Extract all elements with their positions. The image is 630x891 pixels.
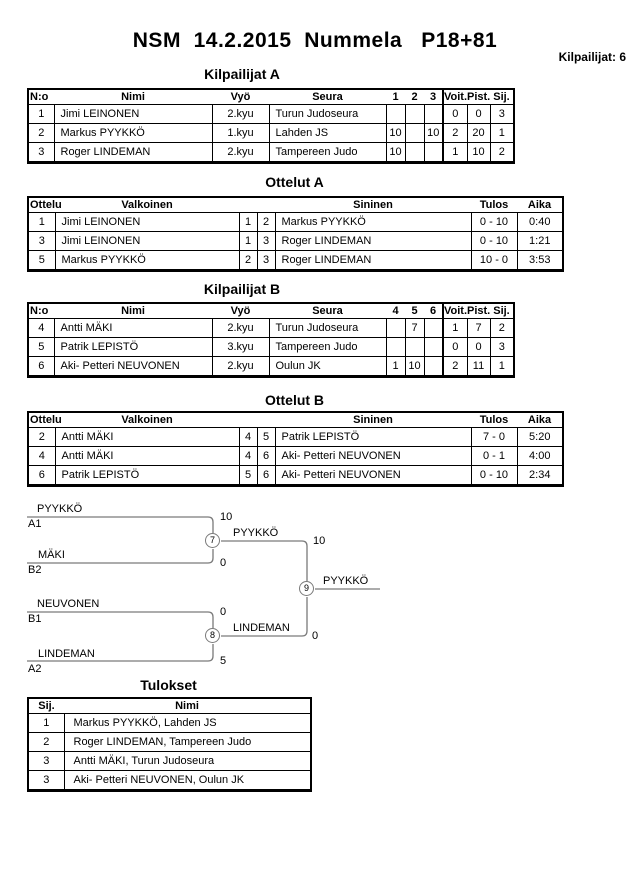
table-row (28, 752, 311, 771)
cell-match-6 (424, 357, 443, 377)
cell-match-2 (405, 143, 424, 163)
cell-ottelu: 2 (28, 428, 55, 447)
cell-seura: Tampereen Judo (269, 143, 386, 163)
cell-ottelu: 3 (28, 232, 55, 251)
bracket-score-semi1-top: 10 (220, 511, 233, 523)
table-row (28, 733, 311, 752)
col-header-sininen: Sininen (353, 199, 393, 211)
section-heading-kilpailijat-a: Kilpailijat A (204, 66, 280, 82)
col-header-match-2: 2 (411, 91, 418, 103)
cell-voit: 0 (443, 105, 467, 124)
bracket-final-score-top: 10 (313, 535, 326, 547)
cell-pist: 0 (467, 105, 490, 124)
cell-blue-no: 2 (257, 213, 275, 232)
bracket-seed-b1: B1 (28, 613, 42, 625)
bracket-player-b2-name: MÄKI (38, 549, 65, 561)
cell-pist: 7 (467, 319, 490, 338)
cell-tulos: 0 - 10 (471, 466, 517, 486)
cell-nimi: Antti MÄKI, Turun Judoseura (64, 752, 311, 771)
bracket-player-a2-name: LINDEMAN (38, 648, 95, 660)
bracket-semi1-winner-name: PYYKKÖ (233, 527, 279, 539)
table-row (28, 105, 514, 124)
col-header-vyo: Vyö (230, 91, 251, 103)
col-header-valkoinen: Valkoinen (121, 414, 173, 426)
cell-white-no: 4 (239, 447, 257, 466)
cell-sij: 1 (490, 124, 514, 143)
cell-ottelu: 1 (28, 213, 55, 232)
col-header-no: N:o (30, 91, 49, 103)
cell-match-5 (405, 338, 424, 357)
cell-vyo: 2.kyu (212, 319, 269, 338)
cell-nimi: Aki- Petteri NEUVONEN (54, 357, 212, 377)
cell-sininen: Aki- Petteri NEUVONEN (275, 447, 471, 466)
cell-nimi: Roger LINDEMAN, Tampereen Judo (64, 733, 311, 752)
match-number-circle-final: 9 (299, 581, 314, 596)
cell-pist: 11 (467, 357, 490, 377)
cell-voit: 2 (443, 124, 467, 143)
bracket-seed-b2: B2 (28, 564, 42, 576)
cell-aika: 5:20 (517, 428, 563, 447)
col-header-blue-no (257, 412, 275, 428)
col-header-match-4: 4 (392, 305, 399, 317)
cell-vyo: 1.kyu (212, 124, 269, 143)
col-header-nimi: Nimi (121, 305, 145, 317)
cell-sininen: Roger LINDEMAN (275, 232, 471, 251)
col-header-seura: Seura (312, 91, 343, 103)
cell-match-2 (405, 105, 424, 124)
table-row (28, 251, 563, 271)
table-row (28, 319, 514, 338)
table-row (28, 428, 563, 447)
cell-white-no: 4 (239, 428, 257, 447)
cell-seura: Oulun JK (269, 357, 386, 377)
section-heading-ottelut-a: Ottelut A (265, 174, 324, 190)
cell-valkoinen: Jimi LEINONEN (55, 213, 239, 232)
col-header-aika: Aika (527, 199, 552, 211)
cell-sininen: Roger LINDEMAN (275, 251, 471, 271)
cell-match-5: 7 (405, 319, 424, 338)
cell-white-no: 5 (239, 466, 257, 486)
ottelut-a-table (27, 196, 564, 272)
cell-aika: 3:53 (517, 251, 563, 271)
cell-tulos: 7 - 0 (471, 428, 517, 447)
bracket-seed-a1: A1 (28, 518, 42, 530)
cell-seura: Turun Judoseura (269, 319, 386, 338)
cell-ottelu: 6 (28, 466, 55, 486)
cell-valkoinen: Antti MÄKI (55, 447, 239, 466)
header-row (28, 303, 514, 319)
cell-blue-no: 5 (257, 428, 275, 447)
cell-nimi: Markus PYYKKÖ, Lahden JS (64, 714, 311, 733)
competitors-count-label: Kilpailijat: 6 (558, 50, 626, 64)
kilpailijat-b-table (27, 302, 515, 378)
cell-match-1: 10 (386, 143, 405, 163)
cell-nimi: Jimi LEINONEN (54, 105, 212, 124)
cell-no: 6 (28, 357, 54, 377)
cell-ottelu: 5 (28, 251, 55, 271)
col-header-blue-no (257, 197, 275, 213)
cell-tulos: 0 - 10 (471, 232, 517, 251)
cell-match-5: 10 (405, 357, 424, 377)
cell-pist: 20 (467, 124, 490, 143)
ottelut-b-table (27, 411, 564, 487)
cell-sij: 3 (490, 338, 514, 357)
cell-sij: 1 (490, 357, 514, 377)
col-header-valkoinen: Valkoinen (121, 199, 173, 211)
cell-no: 4 (28, 319, 54, 338)
col-header-no: N:o (30, 305, 49, 317)
cell-no: 5 (28, 338, 54, 357)
cell-sij: 1 (28, 714, 64, 733)
col-header-seura: Seura (312, 305, 343, 317)
cell-white-no: 2 (239, 251, 257, 271)
table-row (28, 338, 514, 357)
cell-tulos: 10 - 0 (471, 251, 517, 271)
cell-sij: 3 (490, 105, 514, 124)
cell-no: 3 (28, 143, 54, 163)
cell-vyo: 2.kyu (212, 357, 269, 377)
match-number-circle-semifinal-2: 8 (205, 628, 220, 643)
col-header-match-6: 6 (429, 305, 437, 317)
cell-match-1: 10 (386, 124, 405, 143)
bracket-player-b1-name: NEUVONEN (37, 598, 100, 610)
cell-white-no: 1 (239, 232, 257, 251)
cell-nimi: Roger LINDEMAN (54, 143, 212, 163)
col-header-ottelu: Ottelu (30, 199, 62, 211)
table-row (28, 213, 563, 232)
bracket-final-winner-name: PYYKKÖ (323, 575, 369, 587)
bracket-score-semi2-top: 0 (220, 606, 227, 618)
bracket-player-a1-name: PYYKKÖ (37, 503, 83, 515)
col-header-voit: Voit. (444, 91, 468, 103)
cell-match-4: 1 (386, 357, 405, 377)
bracket-score-semi2-bottom: 5 (220, 655, 227, 667)
table-row (28, 124, 514, 143)
header-row (28, 197, 563, 213)
col-header-ottelu: Ottelu (30, 414, 62, 426)
col-header-nimi: Nimi (175, 700, 199, 712)
table-row (28, 232, 563, 251)
cell-sininen: Aki- Petteri NEUVONEN (275, 466, 471, 486)
cell-tulos: 0 - 10 (471, 213, 517, 232)
cell-sij: 2 (490, 319, 514, 338)
cell-no: 1 (28, 105, 54, 124)
cell-sininen: Markus PYYKKÖ (275, 213, 471, 232)
cell-voit: 2 (443, 357, 467, 377)
tulokset-table (27, 697, 312, 792)
header-row (28, 412, 563, 428)
col-header-white-no (239, 197, 257, 213)
cell-aika: 4:00 (517, 447, 563, 466)
cell-blue-no: 6 (257, 447, 275, 466)
col-header-pist: Pist. (467, 305, 491, 317)
cell-seura: Turun Judoseura (269, 105, 386, 124)
cell-vyo: 3.kyu (212, 338, 269, 357)
cell-blue-no: 6 (257, 466, 275, 486)
cell-match-4 (386, 319, 405, 338)
cell-match-4 (386, 338, 405, 357)
table-row (28, 714, 311, 733)
cell-seura: Tampereen Judo (269, 338, 386, 357)
cell-match-3 (424, 143, 443, 163)
page-title: NSM 14.2.2015 Nummela P18+81 (132, 29, 498, 52)
col-header-match-3: 3 (429, 91, 437, 103)
col-header-voit: Voit. (444, 305, 468, 317)
col-header-tulos: Tulos (479, 199, 509, 211)
cell-nimi: Patrik LEPISTÖ (54, 338, 212, 357)
bracket-score-semi1-bottom: 0 (220, 557, 227, 569)
col-header-match-1: 1 (392, 91, 399, 103)
cell-vyo: 2.kyu (212, 143, 269, 163)
cell-sij: 3 (28, 771, 64, 791)
col-header-white-no (239, 412, 257, 428)
cell-tulos: 0 - 1 (471, 447, 517, 466)
cell-nimi: Markus PYYKKÖ (54, 124, 212, 143)
cell-valkoinen: Jimi LEINONEN (55, 232, 239, 251)
col-header-nimi: Nimi (121, 91, 145, 103)
table-row (28, 357, 514, 377)
col-header-sininen: Sininen (353, 414, 393, 426)
cell-match-3: 10 (424, 124, 443, 143)
section-heading-kilpailijat-b: Kilpailijat B (203, 281, 281, 297)
header-row (28, 89, 514, 105)
section-heading-tulokset: Tulokset (140, 677, 197, 693)
cell-aika: 2:34 (517, 466, 563, 486)
cell-sij: 2 (490, 143, 514, 163)
cell-voit: 0 (443, 338, 467, 357)
cell-ottelu: 4 (28, 447, 55, 466)
section-heading-ottelut-b: Ottelut B (264, 392, 325, 408)
col-header-aika: Aika (527, 414, 552, 426)
bracket-semi2-winner-name: LINDEMAN (233, 622, 290, 634)
cell-valkoinen: Patrik LEPISTÖ (55, 466, 239, 486)
cell-match-3 (424, 105, 443, 124)
cell-no: 2 (28, 124, 54, 143)
cell-valkoinen: Antti MÄKI (55, 428, 239, 447)
col-header-sij: Sij. (493, 91, 510, 103)
table-row (28, 447, 563, 466)
cell-aika: 0:40 (517, 213, 563, 232)
cell-voit: 1 (443, 143, 467, 163)
cell-valkoinen: Markus PYYKKÖ (55, 251, 239, 271)
col-header-sij: Sij. (38, 700, 55, 712)
col-header-tulos: Tulos (479, 414, 509, 426)
kilpailijat-a-table (27, 88, 515, 164)
header-row (28, 698, 311, 714)
bracket-seed-a2: A2 (28, 663, 42, 675)
cell-sij: 3 (28, 752, 64, 771)
cell-nimi: Aki- Petteri NEUVONEN, Oulun JK (64, 771, 311, 791)
table-row (28, 466, 563, 486)
cell-white-no: 1 (239, 213, 257, 232)
cell-blue-no: 3 (257, 251, 275, 271)
cell-seura: Lahden JS (269, 124, 386, 143)
col-header-sij: Sij. (493, 305, 510, 317)
cell-match-6 (424, 319, 443, 338)
cell-sij: 2 (28, 733, 64, 752)
cell-pist: 10 (467, 143, 490, 163)
col-header-vyo: Vyö (230, 305, 251, 317)
match-number-circle-semifinal-1: 7 (205, 533, 220, 548)
cell-blue-no: 3 (257, 232, 275, 251)
table-row (28, 771, 311, 791)
col-header-match-5: 5 (411, 305, 418, 317)
cell-vyo: 2.kyu (212, 105, 269, 124)
cell-sininen: Patrik LEPISTÖ (275, 428, 471, 447)
cell-pist: 0 (467, 338, 490, 357)
cell-match-6 (424, 338, 443, 357)
cell-voit: 1 (443, 319, 467, 338)
cell-aika: 1:21 (517, 232, 563, 251)
cell-match-1 (386, 105, 405, 124)
col-header-pist: Pist. (467, 91, 491, 103)
cell-match-2 (405, 124, 424, 143)
bracket-final-score-bottom: 0 (312, 630, 319, 642)
cell-nimi: Antti MÄKI (54, 319, 212, 338)
table-row (28, 143, 514, 163)
